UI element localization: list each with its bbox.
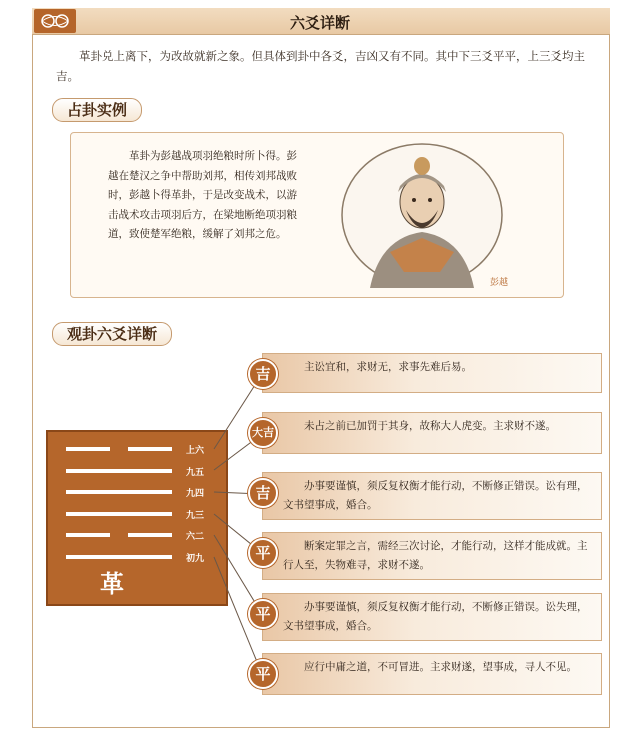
judgment-box: 断案定罪之言，需经三次讨论，才能行动，这样才能成就。主行人至，失物难寻，求财不遂。: [262, 532, 602, 580]
intro-paragraph: 革卦兑上离下，为改故就新之象。但具体到卦中各爻，吉凶又有不同。其中下三爻平平，上三爻均主吉。: [56, 49, 585, 83]
section-label-example: 占卦实例: [52, 98, 142, 122]
fortune-tag: 平: [248, 538, 278, 568]
judgment-box: 办事要谨慎，须反复权衡才能行动，不断修正错误。讼失理，文书望事成，婚合。: [262, 593, 602, 641]
fortune-tag: 平: [248, 599, 278, 629]
line-label: 初九: [186, 553, 205, 564]
judgment-box: 主讼宜和，求财无，求事先难后易。: [262, 353, 602, 393]
line-label: 九三: [186, 510, 205, 521]
hexagram-name: 革: [100, 570, 124, 598]
line-label: 六二: [186, 532, 205, 542]
example-text: 革卦为彭越战项羽绝粮时所卜得。彭越在楚汉之争中帮助刘邦，相传刘邦战败时，彭越卜得革卦，于是改变战术，以游击战术攻击项羽后方，在梁地断绝项羽粮道，致使楚军绝粮，缓解了刘邦之危。: [108, 150, 297, 240]
section-label-detail: 观卦六爻详断: [52, 322, 172, 346]
line-label: 九五: [186, 467, 205, 478]
line-label: 九四: [186, 489, 205, 499]
line-label: 上六: [186, 446, 205, 456]
judgment-box: 办事要谨慎，须反复权衡才能行动，不断修正错误。讼有理，文书望事成，婚合。: [262, 472, 602, 520]
judgment-box: 未占之前已加罚于其身，故称大人虎变。主求财不遂。: [262, 412, 602, 454]
page-title: 六爻详断: [289, 14, 350, 32]
fortune-tag: 吉: [248, 478, 278, 508]
fortune-tag: 吉: [248, 359, 278, 389]
fortune-tag: 平: [248, 659, 278, 689]
fortune-tag: 大吉: [248, 418, 278, 448]
portrait-caption: 彭越: [490, 278, 509, 288]
judgment-box: 应行中庸之道，不可冒进。主求财遂，望事成，寻人不见。: [262, 653, 602, 695]
